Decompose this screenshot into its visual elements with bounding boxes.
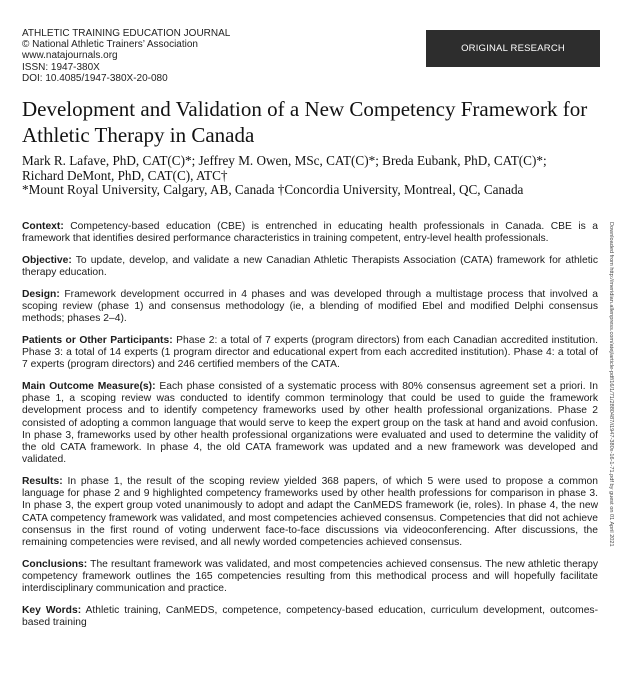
abstract-context: [22, 221, 598, 245]
section-text: Framework development occurred in 4 phases and was developed through a multistage process that involved a scoping review (phase 1) and consensus methodology (ie, a blending of modified Ebel and modified Delphi consensus methods; phases 2–4).: [22, 288, 598, 325]
authors-line-1: Mark R. Lafave, PhD, CAT(C)*; Jeffrey M. Owen, MSc, CAT(C)*; Breda Eubank, PhD, CAT(C)*;: [22, 153, 547, 168]
section-label: Conclusions:: [22, 558, 88, 570]
author-block: [22, 154, 612, 198]
abstract-participants: [22, 335, 598, 372]
journal-issn: ISSN: 1947-380X: [22, 61, 100, 73]
abstract-outcome-measures: [22, 381, 598, 466]
section-text: To update, develop, and validate a new Canadian Athletic Therapists Association (CATA) framework for athletic therapy education.: [22, 254, 598, 279]
section-text: Phase 2: a total of 7 experts (program directors) from each Canadian accredited institution. Phase 3: a total of 14 experts (1 program director and educational expert from each accredited institution). Phase 4: a total of 7 experts (program directors) and 246 certified members of the CATA.: [22, 334, 598, 371]
abstract-conclusions: [22, 559, 598, 596]
section-label: Patients or Other Participants:: [22, 334, 173, 346]
author-affiliations: *Mount Royal University, Calgary, AB, Canada †Concordia University, Montreal, QC, Canada: [22, 182, 524, 197]
section-text: The resultant framework was validated, and most competencies achieved consensus. The new athletic therapy competency framework outlines the 165 competencies resulting from this methodical process and will hopefully facilitate interdisciplinary communication and practice.: [22, 558, 599, 595]
section-text: Each phase consisted of a systematic process with 80% consensus agreement set a priori. In phase 1, a scoping review was conducted to identify common terminology that could be used to guide the framework development process and to identify competency frameworks used by other health professional organizations. Phase 2 consisted of adopting a common language that would serve to keep the expert group on the task at hand and avoid confusion. In phase 3, frameworks used by other health professional organizations were evaluated and used to determine the validity of the old CATA framework. In phase 4, the old CATA framework was updated and a new framework was developed and validated.: [22, 381, 598, 466]
journal-website[interactable]: www.natajournals.org: [22, 50, 118, 62]
section-label: Key Words:: [22, 604, 82, 616]
section-label: Main Outcome Measure(s):: [22, 381, 156, 393]
article-title: Development and Validation of a New Competency Framework for Athletic Therapy in Canada: [22, 97, 588, 147]
section-text: Athletic training, CanMEDS, competence, competency-based education, curriculum development, outcomes-based training: [22, 604, 599, 628]
abstract: [22, 221, 598, 639]
journal-copyright: © National Athletic Trainers’ Association: [22, 39, 198, 51]
abstract-objective: [22, 255, 598, 279]
section-text: Competency-based education (CBE) is entrenched in educating health professionals in Canada. CBE is a framework that identifies desired performance characteristics in training competent, entry-level health professionals.: [22, 221, 598, 245]
section-label: Design:: [22, 288, 60, 300]
section-label: Objective:: [22, 254, 72, 266]
section-label: Context:: [22, 221, 64, 232]
download-note-text: Downloaded from http://meridian.allenpress.com/atej/article-pdf/16/1/71/2880487/i1947-380x-16-1-71.pdf by guest on 01 April 2021: [608, 222, 614, 547]
journal-doi: DOI: 10.4085/1947-380X-20-080: [22, 72, 168, 84]
section-text: In phase 1, the result of the scoping review yielded 368 papers, of which 5 were used to propose a common language for phase 2 and 9 highlighted competency frameworks used by other health professions for comparison in phase 3. In phase 3, the expert group voted unanimously to adopt and adapt the CanMEDS framework (ie, roles). In phase 4, the new CATA competency framework was validated, and most competencies achieved consensus. Competencies that did not achieve consensus in the first round of voting underwent face-to-face discussions via videoconferencing. After discussions, the remaining competencies were revised, and all newly worded competencies achieved consensus.: [22, 475, 598, 548]
journal-name: ATHLETIC TRAINING EDUCATION JOURNAL: [22, 28, 231, 39]
section-label: Results:: [22, 475, 63, 487]
journal-info: [22, 28, 230, 84]
download-watermark: [605, 222, 619, 602]
abstract-key-words: [22, 605, 598, 629]
authors-line-2: Richard DeMont, PhD, CAT(C), ATC†: [22, 167, 228, 183]
abstract-results: [22, 476, 598, 549]
article-type-badge: ORIGINAL RESEARCH: [426, 30, 600, 67]
abstract-design: [22, 289, 598, 326]
